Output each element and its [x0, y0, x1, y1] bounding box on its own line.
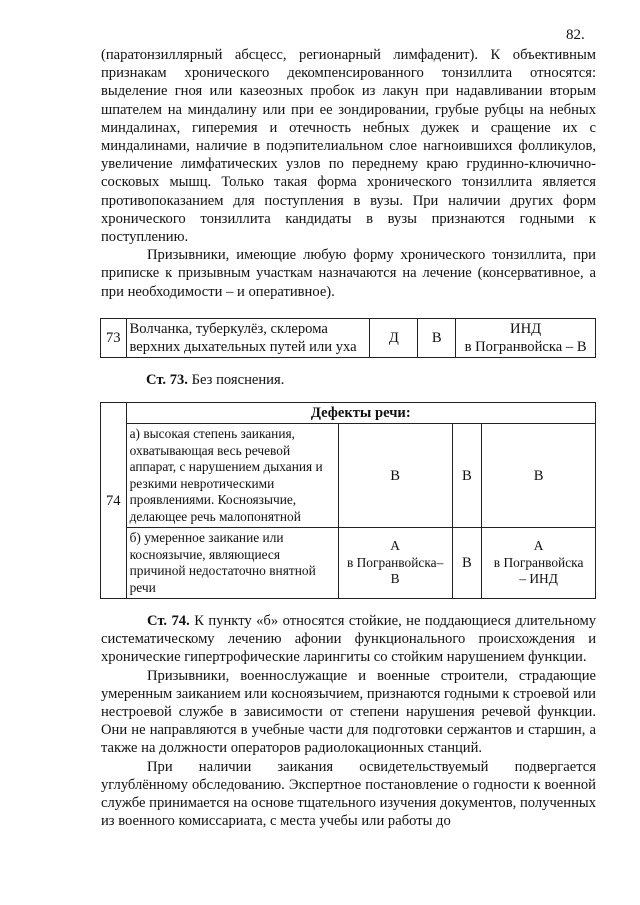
category-col3-line1: ИНД — [510, 321, 542, 337]
category-col1: Д — [370, 319, 418, 358]
table-header: Дефекты речи: — [126, 403, 595, 424]
table-row — [101, 528, 596, 599]
top-paragraph-2: Призывники, имеющие любую форму хронического тонзиллита, при приписке к призывным участкам назначаются на лечение (консервативное, а при необходимости – и оперативное). — [101, 247, 596, 300]
row-b-col3 — [482, 528, 596, 599]
row-b-col1-line3: В — [390, 571, 400, 587]
table-article-74 — [100, 402, 596, 599]
category-col2: В — [418, 319, 456, 358]
row-b-col3-line1: А — [533, 538, 544, 554]
bottom-paragraph-1 — [101, 612, 596, 667]
disease-cell: Волчанка, туберкулёз, склерома верхних дыхательных путей или уха — [126, 319, 370, 358]
row-b-col1 — [338, 528, 452, 599]
top-paragraph-1: (паратонзиллярный абсцесс, регионарный лимфаденит). К объективным признакам хронического декомпенсированного тонзиллита относятся: выделение гноя или казеозных пробок из лакун при надавливании вторым шпателем на миндалину или при ее зондировании, грубые рубцы на небных миндалинах, гиперемия и отечность небных дужек и сращение их с миндалинами, наличие в подэпителиальном слое нагноившихся фолликулов, увеличение лимфатических узлов по переднему краю грудинно-ключично-сосковых мышц. Только такая форма хронического тонзиллита является противопоказанием для поступления в вузы. При наличии других форм хронического тонзиллита кандидаты в вузы признаются годными к поступлению. — [101, 47, 596, 246]
category-col3-line2: в Погранвойска – В — [464, 339, 587, 355]
bottom-text — [101, 612, 596, 830]
row-b-col3-line3: – ИНД — [519, 571, 558, 587]
row-b-col3-line2: в Погранвойска — [493, 554, 584, 570]
row-b-col1-line1: А — [390, 538, 400, 554]
article-number: 73 — [101, 319, 127, 358]
row-a-col1: В — [338, 424, 452, 528]
article-74-label: Ст. 74. — [147, 613, 190, 629]
caption-article-73 — [146, 372, 284, 389]
bottom-paragraph-2: Призывники, военнослужащие и военные строители, страдающие умеренным заиканием или косноязычием, признаются годными к строевой или нестроевой службе в зависимости от степени нарушения речевой функции. Они не направляются в учебные части для подготовки сержантов и старшин, а также на должности операторов радиолокационных станций. — [101, 667, 596, 757]
caption-text: Без пояснения. — [187, 372, 285, 388]
bottom-paragraph-3: При наличии заикания освидетельствуемый подвергается углублённому обследованию. Экспертное постановление о годности к военной службе принимается на основе тщательного изучения документов, полученных из военного комиссариата, с места учебы или работы до — [101, 758, 596, 830]
table-article-73 — [100, 318, 596, 358]
row-b-col1-line2: в Погранвойска– — [346, 554, 444, 570]
table-row — [101, 403, 596, 424]
caption-label: Ст. 73. — [146, 372, 188, 388]
category-col3 — [456, 319, 596, 358]
row-b-text: б) умеренное заикание или косноязычие, являющиеся причиной недостаточно внятной речи — [126, 528, 338, 599]
page-number: 82. — [566, 27, 585, 43]
table-row — [101, 319, 596, 358]
row-a-text: а) высокая степень заикания, охватывающая весь речевой аппарат, с нарушением дыхания и резкими невротическими проявлениями. Косноязычие, делающее речь малопонятной — [126, 424, 338, 528]
row-a-col3: В — [482, 424, 596, 528]
row-b-col2: В — [452, 528, 482, 599]
article-number: 74 — [101, 403, 127, 599]
top-text — [101, 46, 596, 301]
table-row — [101, 424, 596, 528]
row-a-col2: В — [452, 424, 482, 528]
bottom-paragraph-1-text: К пункту «б» относятся стойкие, не поддающиеся длительному систематическому лечению афонии функционального происхождения и хронические гипертрофические ларингиты со стойким нарушением функции. — [101, 613, 597, 666]
